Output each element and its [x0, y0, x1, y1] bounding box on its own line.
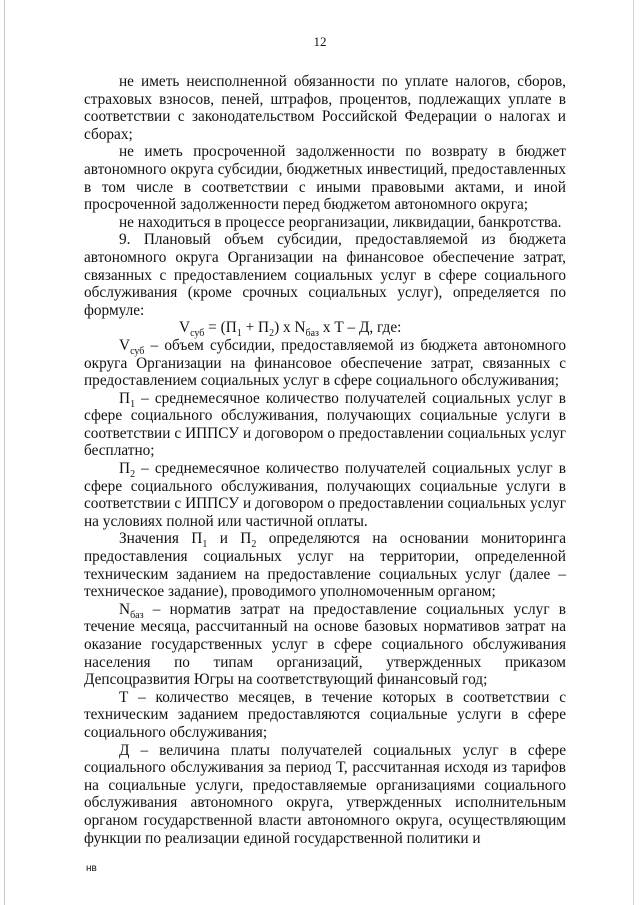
- definition-n-base: $N_{баз}$ – норматив затрат на предоставление социальных услуг в течение месяца, рассчитанный на основе базовых нормативов затрат на оказание государственных услуг в сфере социального обслуживания населения по типам организаций, утвержденных приказом Депсоцразвития Югры на соответствующий финансовый год;: [84, 600, 566, 689]
- paragraph-no-tax-debt: не иметь неисполненной обязанности по уплате налогов, сборов, страховых взносов, пеней, штрафов, процентов, подлежащих уплате в соответствии с законодательством Российской Федерации о налогах и сборах;: [84, 73, 566, 143]
- paragraph-clause-9: 9. Плановый объем субсидии, предоставляемой из бюджета автономного округа Организации на финансовое обеспечение затрат, связанных с предоставлением социальных услуг в сфере социального обслуживания (кроме срочных социальных услуг), определяется по формуле:: [84, 231, 566, 319]
- definition-p1: $П_1$ – среднемесячное количество получателей социальных услуг в сфере социального обслуживания, получающих социальные услуги в соответствии с ИППСУ и договором о предоставлении социальных услуг бесплатно;: [84, 389, 566, 460]
- document-body: [84, 73, 566, 847]
- subsidy-formula: $V_{суб} = (П_1 + П_2)$ х $N_{баз}$ х Т – Д, где:: [179, 319, 402, 340]
- definition-v-sub: $V_{суб}$ – объем субсидии, предоставляемой из бюджета автономного округа Организации на финансовое обеспечение затрат, связанных с предоставлением социальных услуг в сфере социального обслуживания;: [84, 336, 566, 390]
- footer-initials: нв: [86, 863, 97, 874]
- definition-d: Д – величина платы получателей социальных услуг в сфере социального обслуживания за период Т, рассчитанная исходя из тарифов на социальные услуги, предоставляемые организациями социального обслуживания автономного округа, утвержденных исполнительным органом государственной власти автономного округа, осуществляющим функции по реализации единой государственной политики и: [84, 741, 566, 847]
- paragraph-no-overdue-debt: не иметь просроченной задолженности по возврату в бюджет автономного округа субсидии, бюджетных инвестиций, предоставленных в том числе в соответствии с иными правовыми актами, и иной просроченной задолженности перед бюджетом автономного округа;: [84, 143, 566, 214]
- paragraph-no-reorganization: не находиться в процессе реорганизации, ликвидации, банкротства.: [119, 213, 562, 231]
- scan-left-edge: [4, 0, 5, 905]
- page-number: 12: [313, 34, 327, 49]
- definition-p2: $П_2$ – среднемесячное количество получателей социальных услуг в сфере социального обслуживания, получающих социальные услуги в соответствии с ИППСУ и договором о предоставлении социальных услуг на условиях полной или частичной оплаты.: [84, 460, 566, 530]
- scan-right-edge: [633, 0, 634, 905]
- definition-t: Т – количество месяцев, в течение которых в соответствии с техническим заданием предоставляются социальные услуги в сфере социального обслуживания;: [84, 688, 566, 741]
- paragraph-p-values: Значения $П_1$ и $П_2$ определяются на основании мониторинга предоставления социальных услуг на территории, определенной техническим заданием на предоставление социальных услуг (далее – техническое задание), проводимого уполномоченным органом;: [84, 530, 566, 601]
